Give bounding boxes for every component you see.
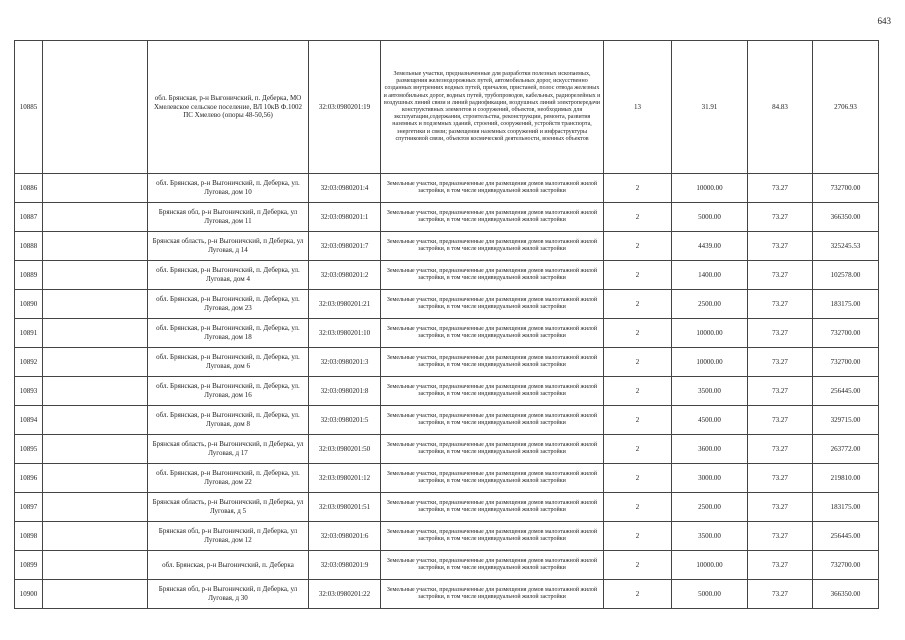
table-row [15,522,879,551]
cell-id: 10886 [15,174,43,203]
cell-address: обл. Брянская, р-н Выгоничский, п. Деберка, МО Хмелевское сельское поселение, ВЛ 10кВ Ф.1002 ПС Хмелево (опоры 48-50,56) [148,41,309,174]
cell-address: обл. Брянская, р-н Выгоничский, п. Деберка, ул. Луговая, дом 22 [148,464,309,493]
cell-empty [43,377,148,406]
cell-group: 2 [604,580,672,609]
cell-cadastral-number: 32:03:0980201:8 [309,377,381,406]
cell-cadastral-number: 32:03:0980201:3 [309,348,381,377]
cell-address: обл. Брянская, р-н Выгоничский, п. Деберка [148,551,309,580]
cell-cadastral-value: 2706.93 [813,41,879,174]
cell-area: 3500.00 [672,522,748,551]
cell-specific-value: 73.27 [748,290,813,319]
cell-group: 2 [604,493,672,522]
cell-empty [43,493,148,522]
table-row [15,435,879,464]
table-row [15,406,879,435]
cell-group: 2 [604,261,672,290]
cell-id: 10900 [15,580,43,609]
table-row [15,174,879,203]
cell-cadastral-value: 732700.00 [813,551,879,580]
cell-address: Брянская область, р-н Выгоничский, п Деберка, ул Луговая, д 14 [148,232,309,261]
cell-land-use: Земельные участки, предназначенные для размещения домов малоэтажной жилой застройки, в том числе индивидуальной жилой застройки [381,551,604,580]
cell-cadastral-value: 256445.00 [813,377,879,406]
cell-cadastral-value: 366350.00 [813,580,879,609]
cell-id: 10894 [15,406,43,435]
cell-address: Брянская обл, р-н Выгоничский, п Деберка, ул Луговая, д 30 [148,580,309,609]
cadastral-value-table [14,40,879,609]
cell-land-use: Земельные участки, предназначенные для размещения домов малоэтажной жилой застройки, в том числе индивидуальной жилой застройки [381,406,604,435]
cell-land-use: Земельные участки, предназначенные для размещения домов малоэтажной жилой застройки, в том числе индивидуальной жилой застройки [381,522,604,551]
cell-id: 10891 [15,319,43,348]
cell-specific-value: 73.27 [748,580,813,609]
cell-cadastral-value: 183175.00 [813,493,879,522]
cell-area: 10000.00 [672,319,748,348]
cell-cadastral-number: 32:03:0980201:5 [309,406,381,435]
cell-address: Брянская обл, р-н Выгоничский, п Деберка, ул Луговая, дом 11 [148,203,309,232]
table-row [15,348,879,377]
cell-cadastral-number: 32:03:0980201:7 [309,232,381,261]
cell-id: 10887 [15,203,43,232]
cell-area: 2500.00 [672,493,748,522]
cell-group: 2 [604,551,672,580]
cell-id: 10889 [15,261,43,290]
cell-area: 5000.00 [672,580,748,609]
cell-land-use: Земельные участки, предназначенные для размещения домов малоэтажной жилой застройки, в том числе индивидуальной жилой застройки [381,377,604,406]
cell-specific-value: 73.27 [748,232,813,261]
cell-land-use: Земельные участки, предназначенные для размещения домов малоэтажной жилой застройки, в том числе индивидуальной жилой застройки [381,232,604,261]
table-row [15,580,879,609]
cell-id: 10892 [15,348,43,377]
cell-group: 2 [604,522,672,551]
cell-group: 2 [604,348,672,377]
cell-land-use: Земельные участки, предназначенные для размещения домов малоэтажной жилой застройки, в том числе индивидуальной жилой застройки [381,261,604,290]
cell-empty [43,203,148,232]
cell-specific-value: 73.27 [748,203,813,232]
table-row [15,203,879,232]
table-row [15,261,879,290]
cell-specific-value: 73.27 [748,348,813,377]
table-row [15,232,879,261]
cell-cadastral-number: 32:03:0980201:50 [309,435,381,464]
cell-group: 2 [604,232,672,261]
table-row [15,377,879,406]
table-row [15,464,879,493]
cell-empty [43,348,148,377]
cell-area: 10000.00 [672,174,748,203]
cell-area: 4439.00 [672,232,748,261]
cell-address: обл. Брянская, р-н Выгоничский, п. Деберка, ул. Луговая, дом 8 [148,406,309,435]
cell-specific-value: 84.83 [748,41,813,174]
cell-land-use: Земельные участки, предназначенные для размещения домов малоэтажной жилой застройки, в том числе индивидуальной жилой застройки [381,290,604,319]
cell-area: 3000.00 [672,464,748,493]
cell-land-use: Земельные участки, предназначенные для размещения домов малоэтажной жилой застройки, в том числе индивидуальной жилой застройки [381,435,604,464]
cell-cadastral-number: 32:03:0980201:21 [309,290,381,319]
cell-cadastral-value: 256445.00 [813,522,879,551]
cell-group: 2 [604,435,672,464]
cell-land-use: Земельные участки, предназначенные для размещения домов малоэтажной жилой застройки, в том числе индивидуальной жилой застройки [381,203,604,232]
table-row [15,551,879,580]
cell-cadastral-number: 32:03:0980201:6 [309,522,381,551]
cell-specific-value: 73.27 [748,406,813,435]
cell-land-use: Земельные участки, предназначенные для размещения домов малоэтажной жилой застройки, в том числе индивидуальной жилой застройки [381,493,604,522]
cell-cadastral-value: 219810.00 [813,464,879,493]
cell-empty [43,464,148,493]
cell-land-use: Земельные участки, предназначенные для размещения домов малоэтажной жилой застройки, в том числе индивидуальной жилой застройки [381,319,604,348]
cell-land-use: Земельные участки, предназначенные для размещения домов малоэтажной жилой застройки, в том числе индивидуальной жилой застройки [381,348,604,377]
table-row [15,290,879,319]
cell-area: 2500.00 [672,290,748,319]
cell-group: 2 [604,406,672,435]
cell-cadastral-value: 732700.00 [813,174,879,203]
cell-specific-value: 73.27 [748,319,813,348]
cell-id: 10896 [15,464,43,493]
cell-area: 31.91 [672,41,748,174]
cell-cadastral-value: 263772.00 [813,435,879,464]
cell-cadastral-number: 32:03:0980201:4 [309,174,381,203]
cell-cadastral-value: 183175.00 [813,290,879,319]
cell-empty [43,261,148,290]
cell-area: 5000.00 [672,203,748,232]
cell-id: 10897 [15,493,43,522]
cell-address: обл. Брянская, р-н Выгоничский, п. Деберка, ул. Луговая, дом 10 [148,174,309,203]
cell-specific-value: 73.27 [748,551,813,580]
cell-cadastral-number: 32:03:0980201:22 [309,580,381,609]
cell-group: 2 [604,377,672,406]
cell-land-use: Земельные участки, предназначенные для разработки полезных ископаемых, размещения железнодорожных путей, автомобильных дорог, искусственно созданных внутренних водных путей, причалов, пристаней, полос отвода железных и автомобильных дорог, водных путей, трубопроводов, кабельных, радиорелейных и воздушных линий связи и линий радиофикации, воздушных линий электропередачи конструктивных элементов и сооружений, объектов, необходимых для эксплуатации,содержания, строительства, реконструкции, ремонта, развития наземных и подземных зданий, строений, сооружений, устройств транспорта, энергетики и связи; размещения наземных сооружений и инфраструктуры спутниковой связи, объектов космической деятельности, военных объектов [381,41,604,174]
cell-id: 10885 [15,41,43,174]
cell-land-use: Земельные участки, предназначенные для размещения домов малоэтажной жилой застройки, в том числе индивидуальной жилой застройки [381,464,604,493]
cell-id: 10893 [15,377,43,406]
cell-empty [43,41,148,174]
cell-group: 2 [604,203,672,232]
cell-cadastral-number: 32:03:0980201:19 [309,41,381,174]
cell-address: Брянская область, р-н Выгоничский, п Деберка, ул Луговая, д 5 [148,493,309,522]
cell-empty [43,174,148,203]
cell-area: 3500.00 [672,377,748,406]
cell-group: 2 [604,319,672,348]
cell-group: 13 [604,41,672,174]
cell-specific-value: 73.27 [748,522,813,551]
cell-empty [43,232,148,261]
cell-cadastral-number: 32:03:0980201:2 [309,261,381,290]
cell-id: 10899 [15,551,43,580]
cell-id: 10890 [15,290,43,319]
cell-cadastral-value: 325245.53 [813,232,879,261]
cell-cadastral-number: 32:03:0980201:10 [309,319,381,348]
cell-specific-value: 73.27 [748,435,813,464]
cell-address: Брянская обл, р-н Выгоничский, п Деберка, ул Луговая, дом 12 [148,522,309,551]
cell-cadastral-value: 366350.00 [813,203,879,232]
cell-land-use: Земельные участки, предназначенные для размещения домов малоэтажной жилой застройки, в том числе индивидуальной жилой застройки [381,174,604,203]
table-row [15,319,879,348]
cell-address: обл. Брянская, р-н Выгоничский, п. Деберка, ул. Луговая, дом 6 [148,348,309,377]
cell-area: 3600.00 [672,435,748,464]
cell-address: обл. Брянская, р-н Выгоничский, п. Деберка, ул. Луговая, дом 18 [148,319,309,348]
table-row [15,41,879,174]
cell-address: обл. Брянская, р-н Выгоничский, п. Деберка, ул. Луговая, дом 16 [148,377,309,406]
cell-land-use: Земельные участки, предназначенные для размещения домов малоэтажной жилой застройки, в том числе индивидуальной жилой застройки [381,580,604,609]
cell-id: 10888 [15,232,43,261]
cell-id: 10895 [15,435,43,464]
cell-cadastral-number: 32:03:0980201:9 [309,551,381,580]
cell-empty [43,551,148,580]
page-number: 643 [877,16,891,26]
cell-empty [43,406,148,435]
cell-cadastral-value: 329715.00 [813,406,879,435]
cell-group: 2 [604,290,672,319]
cell-area: 10000.00 [672,551,748,580]
cell-specific-value: 73.27 [748,464,813,493]
cell-cadastral-number: 32:03:0980201:51 [309,493,381,522]
cell-empty [43,435,148,464]
cell-empty [43,580,148,609]
cell-cadastral-value: 732700.00 [813,348,879,377]
cell-area: 10000.00 [672,348,748,377]
cell-specific-value: 73.27 [748,261,813,290]
cell-empty [43,522,148,551]
cell-empty [43,319,148,348]
cell-area: 1400.00 [672,261,748,290]
cell-cadastral-value: 732700.00 [813,319,879,348]
cell-address: обл. Брянская, р-н Выгоничский, п. Деберка, ул. Луговая, дом 4 [148,261,309,290]
cell-address: обл. Брянская, р-н Выгоничский, п. Деберка, ул. Луговая, дом 23 [148,290,309,319]
cell-specific-value: 73.27 [748,174,813,203]
cell-empty [43,290,148,319]
cell-group: 2 [604,464,672,493]
cell-group: 2 [604,174,672,203]
cell-specific-value: 73.27 [748,493,813,522]
cell-cadastral-number: 32:03:0980201:12 [309,464,381,493]
cell-id: 10898 [15,522,43,551]
cell-address: Брянская область, р-н Выгоничский, п Деберка, ул Луговая, д 17 [148,435,309,464]
cell-cadastral-value: 102578.00 [813,261,879,290]
table-row [15,493,879,522]
cell-cadastral-number: 32:03:0980201:1 [309,203,381,232]
cell-specific-value: 73.27 [748,377,813,406]
cell-area: 4500.00 [672,406,748,435]
